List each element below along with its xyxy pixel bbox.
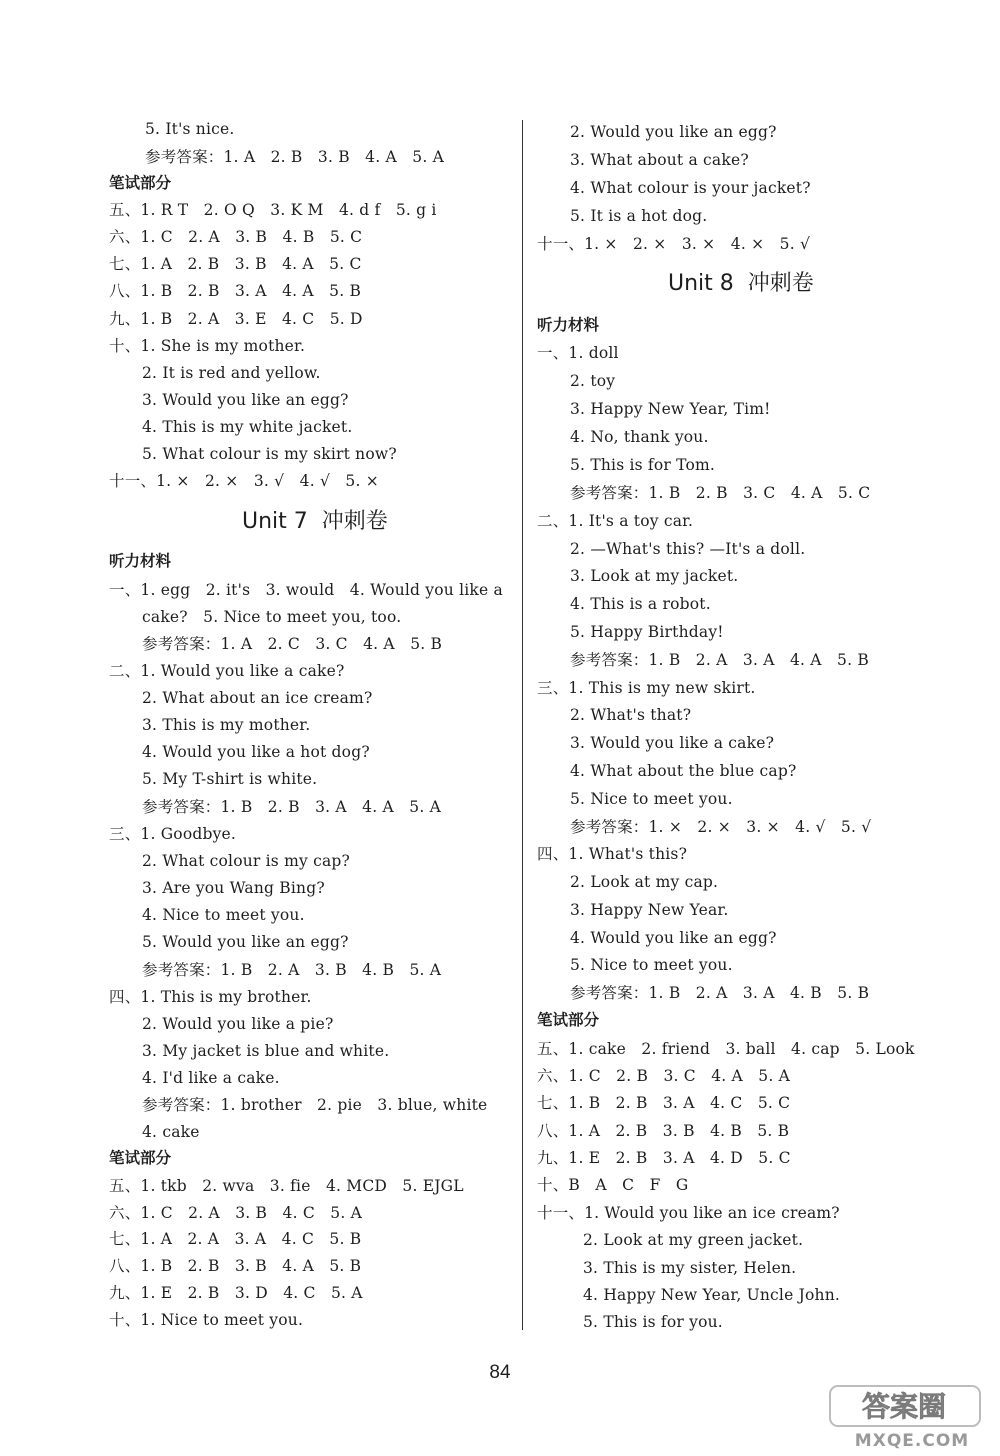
answer-line: 六、1. C 2. A 3. B 4. B 5. C [109, 228, 363, 246]
answer-key-line: 参考答案：1. × 2. × 3. × 4. √ 5. √ [570, 818, 872, 836]
answer-line: 四、1. This is my brother. [109, 988, 312, 1006]
answer-line: 4. cake [142, 1123, 200, 1141]
answer-line: 5. Would you like an egg? [142, 933, 349, 951]
answer-line: 5. This is for Tom. [570, 456, 716, 474]
page-number: 84 [489, 1362, 511, 1383]
section-heading: 笔试部分 [537, 1011, 600, 1029]
section-heading: 听力材料 [537, 316, 600, 334]
answer-key-line: 参考答案：1. brother 2. pie 3. blue, white [142, 1096, 488, 1114]
answer-line: 4. Nice to meet you. [142, 906, 305, 924]
answer-line: 3. This is my sister, Helen. [583, 1259, 797, 1277]
answer-line: 3. Happy New Year. [570, 901, 729, 919]
answer-line: 五、1. cake 2. friend 3. ball 4. cap 5. Look [537, 1040, 915, 1058]
answer-key-line: 参考答案：1. A 2. B 3. B 4. A 5. A [145, 148, 444, 166]
section-heading: 笔试部分 [109, 1149, 172, 1167]
answer-line: 3. What about a cake? [570, 151, 749, 169]
answer-line: 5. It is a hot dog. [570, 207, 708, 225]
answer-line: 3. Happy New Year, Tim! [570, 400, 771, 418]
answer-line: 3. Are you Wang Bing? [142, 879, 325, 897]
answer-line: 5. It's nice. [145, 120, 235, 138]
answer-line: 二、1. Would you like a cake? [109, 662, 345, 680]
answer-line: 2. It is red and yellow. [142, 364, 321, 382]
answer-key-line: 参考答案：1. A 2. C 3. C 4. A 5. B [142, 635, 443, 653]
answer-line: 七、1. A 2. A 3. A 4. C 5. B [109, 1230, 362, 1248]
answer-line: 3. Would you like a cake? [570, 734, 775, 752]
section-heading: 听力材料 [109, 552, 172, 570]
answer-line: 六、1. C 2. B 3. C 4. A 5. A [537, 1067, 790, 1085]
watermark-bottom-text: MXQE.COM [854, 1431, 970, 1451]
answer-line: 十一、1. Would you like an ice cream? [537, 1204, 840, 1222]
answer-line: 五、1. tkb 2. wva 3. fie 4. MCD 5. EJGL [109, 1177, 464, 1195]
answer-line: 一、1. doll [537, 344, 619, 362]
answer-line: 5. What colour is my skirt now? [142, 445, 397, 463]
answer-line: 十、1. Nice to meet you. [109, 1311, 304, 1329]
answer-line: 七、1. A 2. B 3. B 4. A 5. C [109, 255, 362, 273]
answer-key-line: 参考答案：1. B 2. A 3. A 4. A 5. B [570, 651, 869, 669]
answer-line: 2. —What's this? —It's a doll. [570, 540, 806, 558]
answer-line: 2. What's that? [570, 706, 692, 724]
answer-key-line: 参考答案：1. B 2. A 3. A 4. B 5. B [570, 984, 870, 1002]
answer-line: 3. This is my mother. [142, 716, 311, 734]
section-heading: 笔试部分 [109, 174, 172, 192]
answer-line: 四、1. What's this? [537, 845, 688, 863]
answer-line: 5. Nice to meet you. [570, 956, 733, 974]
answer-line: 三、1. This is my new skirt. [537, 679, 756, 697]
watermark-logo-graphic [828, 1382, 996, 1452]
answer-line: 九、1. B 2. A 3. E 4. C 5. D [109, 310, 363, 328]
answer-line: 八、1. B 2. B 3. B 4. A 5. B [109, 1257, 362, 1275]
answer-line: 八、1. B 2. B 3. A 4. A 5. B [109, 282, 362, 300]
answer-line: 5. Nice to meet you. [570, 790, 733, 808]
unit-title: Unit 8 冲刺卷 [668, 271, 814, 296]
answer-line: 3. My jacket is blue and white. [142, 1042, 390, 1060]
answer-key-line: 参考答案：1. B 2. B 3. C 4. A 5. C [570, 484, 871, 502]
answer-line: 一、1. egg 2. it's 3. would 4. Would you like a [109, 581, 503, 599]
answer-line: 十一、1. × 2. × 3. √ 4. √ 5. × [109, 472, 379, 490]
answer-line: 3. Would you like an egg? [142, 391, 349, 409]
answer-line: 2. Look at my green jacket. [583, 1231, 804, 1249]
answer-line: 5. This is for you. [583, 1313, 723, 1331]
answer-line: 4. Happy New Year, Uncle John. [583, 1286, 841, 1304]
answer-line: 5. My T-shirt is white. [142, 770, 318, 788]
answer-line: 4. What about the blue cap? [570, 762, 797, 780]
answer-line: 4. Would you like an egg? [570, 929, 777, 947]
answer-line: 2. What colour is my cap? [142, 852, 351, 870]
answer-key-line: 参考答案：1. B 2. A 3. B 4. B 5. A [142, 961, 442, 979]
answer-line: 六、1. C 2. A 3. B 4. C 5. A [109, 1204, 362, 1222]
answer-line: 十、1. She is my mother. [109, 337, 306, 355]
answer-line: 3. Look at my jacket. [570, 567, 739, 585]
answer-line: 七、1. B 2. B 3. A 4. C 5. C [537, 1094, 791, 1112]
answer-line: 二、1. It's a toy car. [537, 512, 694, 530]
answer-line: 2. Would you like an egg? [570, 123, 777, 141]
column-divider [522, 120, 523, 1330]
answer-line: cake? 5. Nice to meet you, too. [142, 608, 402, 626]
answer-line: 三、1. Goodbye. [109, 825, 237, 843]
answer-key-line: 参考答案：1. B 2. B 3. A 4. A 5. A [142, 798, 441, 816]
answer-line: 2. toy [570, 372, 616, 390]
watermark-top-text: 答案圈 [861, 1390, 947, 1423]
answer-line: 十一、1. × 2. × 3. × 4. × 5. √ [537, 235, 811, 253]
answer-line: 4. This is a robot. [570, 595, 711, 613]
answer-line: 2. What about an ice cream? [142, 689, 373, 707]
answer-line: 九、1. E 2. B 3. A 4. D 5. C [537, 1149, 791, 1167]
answer-line: 五、1. R T 2. O Q 3. K M 4. d f 5. g i [109, 201, 437, 219]
answer-line: 4. This is my white jacket. [142, 418, 353, 436]
answer-line: 5. Happy Birthday! [570, 623, 724, 641]
answer-line: 4. What colour is your jacket? [570, 179, 811, 197]
answer-line: 2. Look at my cap. [570, 873, 719, 891]
answer-line: 4. No, thank you. [570, 428, 709, 446]
answer-line: 八、1. A 2. B 3. B 4. B 5. B [537, 1122, 790, 1140]
answer-line: 九、1. E 2. B 3. D 4. C 5. A [109, 1284, 363, 1302]
unit-title: Unit 7 冲刺卷 [242, 509, 388, 534]
answer-line: 十、B A C F G [537, 1176, 689, 1194]
watermark-logo [828, 1382, 996, 1452]
answer-line: 4. Would you like a hot dog? [142, 743, 370, 761]
answer-line: 4. I'd like a cake. [142, 1069, 280, 1087]
answer-line: 2. Would you like a pie? [142, 1015, 334, 1033]
